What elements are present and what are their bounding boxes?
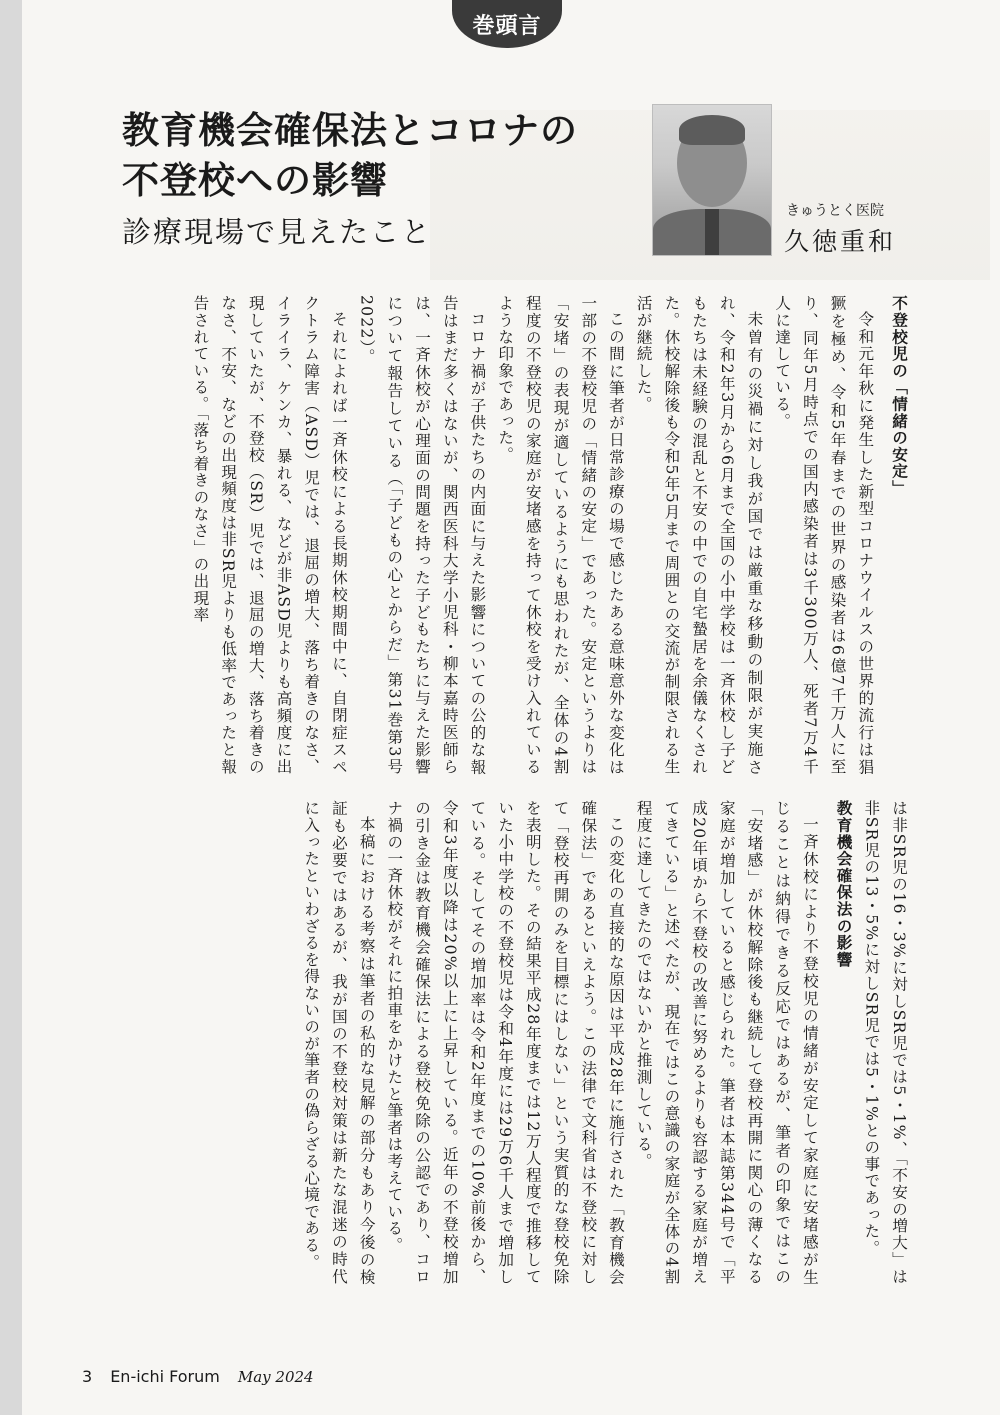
issue-date: May 2024 (237, 1368, 314, 1386)
photo-tie (705, 209, 719, 255)
paragraph: この間に筆者が日常診療の場で感じたある意味意外な変化は一部の不登校児の「情緒の安定」であった。安定というよりは「安堵」の表現が適しているようにも思われたが、全体の4割程度の不登校児の家庭が安堵感を持って休校を受け入れているような印象であった。 (496, 295, 625, 775)
title-line-2: 不登校への影響 (122, 159, 388, 202)
author-photo (652, 104, 772, 256)
author-affiliation: きゅうとく医院 (786, 203, 884, 219)
section-badge: 巻頭言 (452, 0, 562, 48)
paragraph: は非SR児の16・3%に対しSR児では5・1%、「不安の増大」は非SR児の13・5%に対しSR児では5・1%との事であった。 (862, 800, 908, 1285)
article-title (122, 106, 642, 206)
author-name: 久徳重和 (784, 227, 897, 256)
paragraph: 令和元年秋に発生した新型コロナウイルスの世界的流行は猖獗を極め、令和5年春までの世界の感染者は6億7千万人に至り、同年5月時点での国内感染者は3千300万人、死者7万4千人に達している。 (773, 295, 875, 775)
paragraph: 本稿における考察は筆者の私的な見解の部分もあり今後の検証も必要ではあるが、我が国の不登校対策は新たな混迷の時代に入ったといわざるを得ないのが筆者の偽らざる心境である。 (302, 800, 376, 1285)
paragraph: この変化の直接的な原因は平成28年に施行された「教育機会確保法」であるといえよう。この法律で文科省は不登校に対して「登校再開のみを目標にはしない」という実質的な登校免除を表明した。その結果平成28年度までは12万人程度で推移していた小中学校の不登校児は令和4年度には29万6千人まで増加している。そしてその増加率は令和2年度までの10%前後から、令和3年度以降は20%以上に上昇している。近年の不登校増加の引き金は教育機会確保法による登校免除の公認であり、コロナ禍の一斉休校がそれに拍車をかけたと筆者は考えている。 (385, 800, 625, 1285)
upper-tier-text (87, 295, 912, 775)
heading-education-law: 教育機会確保法の影響 (834, 800, 853, 968)
title-line-1: 教育機会確保法とコロナの (122, 109, 578, 152)
paragraph: それによれば一斉休校による長期休校期間中に、自閉症スペクトラム障害（ASD）児では、退屈の増大、落ち着きのなさ、イライラ、ケンカ、暴れる、などが非ASD児よりも高頻度に出現していたが、不登校（SR）児では、退屈の増大、落ち着きのなさ、不安、などの出現頻度は非SR児よりも低率であったと報告されている。「落ち着きのなさ」の出現率 (191, 295, 348, 775)
magazine-name: En-ichi Forum (110, 1367, 220, 1386)
heading-emotional-stability: 不登校児の「情緒の安定」 (890, 295, 908, 497)
paragraph: 未曽有の災禍に対し我が国では厳重な移動の制限が実施され、令和2年3月から6月まで全国の小中学校は一斉休校し子どもたちは未経験の混乱と不安の中での自宅蟄居を余儀なくされた。休校解除後も令和5年5月まで周囲との交流が制限される生活が継続した。 (634, 295, 764, 775)
lower-tier-text (87, 800, 912, 1285)
page-number: 3 (82, 1367, 93, 1386)
paragraph: 一斉休校により不登校児の情緒が安定して家庭に安堵感が生じることは納得できる反応ではあるが、筆者の印象ではこの「安堵感」が休校解除後も継続して登校再開に関心の薄くなる家庭が増加していると感じられた。筆者は本誌第344号で「平成20年頃から不登校の改善に努めるよりも容認する家庭が増えてきている」と述べたが、現在ではこの意識の家庭が全体の4割程度に達してきたのではないかと推測している。 (634, 800, 819, 1285)
photo-hair (679, 115, 745, 145)
paragraph: コロナ禍が子供たちの内面に与えた影響についての公的な報告はまだ多くはないが、関西医科大学小児科・柳本嘉時医師らは、一斉休校が心理面の問題を持った子どもたちに与えた影響について報告している（「子どもの心とからだ」第31巻第3号 2022）。 (357, 295, 487, 775)
page-footer (82, 1367, 314, 1386)
left-gutter (0, 0, 22, 1415)
article-subtitle: 診療現場で見えたこと (122, 215, 433, 249)
